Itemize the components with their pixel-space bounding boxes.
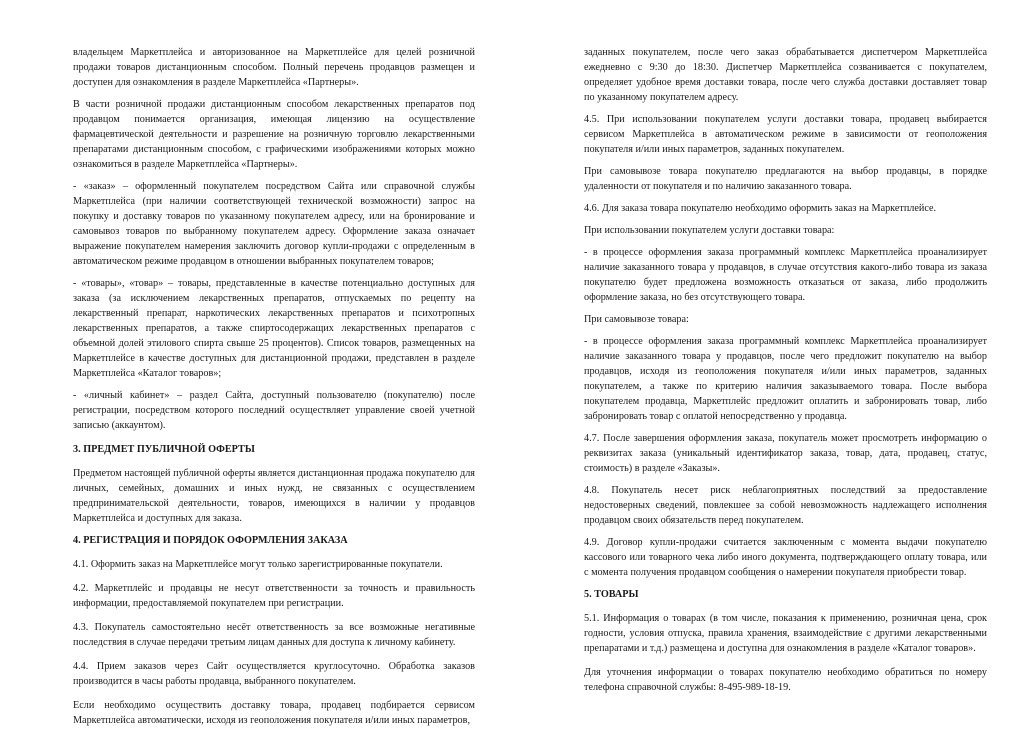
paragraph-delivery-process: - в процессе оформления заказа программный комплекс Маркетплейса проанализирует наличие заказанного товара у продавцов, в случае отсутствия какого-либо товара из заказа покупателю будет предложена возможность отказаться от заказа, либо продолжить оформление заказа, но без отсутствующего товара. xyxy=(584,247,987,303)
paragraph-pharmacy-seller-definition: В части розничной продажи дистанционным способом лекарственных препаратов под продавцом понимается организация, имеющая лицензию на осуществление фармацевтической деятельности и разрешение на розничную торговлю лекарственными препаратами дистанционным способом, с графическими изображениями которых можно ознакомиться в разделе Маркетплейса «Партнеры». xyxy=(73,99,475,170)
paragraph-4-2: 4.2. Маркетплейс и продавцы не несут ответственности за точность и правильность информации, предоставляемой покупателем при регистрации. xyxy=(73,583,475,609)
paragraph-goods-definition: - «товары», «товар» – товары, представленные в качестве потенциально доступных для заказа (за исключением лекарственных препаратов, отпускаемых по рецепту на лекарственный препарат, наркотических лекарственных препаратов и психотропных лекарственных препаратов, а также спиртосодержащих лекарственных препаратов с объемной долей этилового спирта свыше 25 процентов). Список товаров, размещенных на Маркетплейсе в качестве доступных для дистанционной продажи, представлен в разделе Маркетплейса «Каталог товаров»; xyxy=(73,278,475,379)
paragraph-5-1: 5.1. Информация о товарах (в том числе, показания к применению, розничная цена, срок годности, условия отпуска, правила хранения, взаимодействие с другими лекарственными препаратами и т.д.) размещена и доступна для ознакомления в разделе «Каталог товаров». xyxy=(584,613,987,654)
paragraph-subject-of-offer: Предметом настоящей публичной оферты является дистанционная продажа покупателю для личных, семейных, домашних и иных нужд, не связанных с осуществлением предпринимательской деятельности, товаров, имеющихся в наличии у продавцов Маркетплейса и доступных для заказа. xyxy=(73,468,475,524)
paragraph-pickup-sellers: При самовывозе товара покупателю предлагаются на выбор продавцы, в порядке удаленности от покупателя и по наличию заказанного товара. xyxy=(584,166,987,192)
paragraph-delivery-label: При использовании покупателем услуги доставки товара: xyxy=(584,225,835,236)
section-heading-subject: 3. ПРЕДМЕТ ПУБЛИЧНОЙ ОФЕРТЫ xyxy=(73,444,255,455)
paragraph-helpdesk-phone: Для уточнения информации о товарах покупателю необходимо обратиться по номеру телефона справочной службы: 8-495-989-18-19. xyxy=(584,667,987,693)
paragraph-pickup-label: При самовывозе товара: xyxy=(584,314,689,325)
paragraph-sellers-list: владельцем Маркетплейса и авторизованное на Маркетплейсе для целей розничной продажи товаров дистанционным способом. Полный перечень продавцов размещен и доступен для ознакомления в разделе Маркетплейса «Партнеры». xyxy=(73,47,475,88)
section-heading-registration: 4. РЕГИСТРАЦИЯ И ПОРЯДОК ОФОРМЛЕНИЯ ЗАКАЗА xyxy=(73,535,348,546)
paragraph-4-6: 4.6. Для заказа товара покупателю необходимо оформить заказ на Маркетплейсе. xyxy=(584,203,937,214)
paragraph-order-definition: - «заказ» – оформленный покупателем посредством Сайта или справочной службы Маркетплейса (при наличии соответствующей технической возможности) запрос на покупку и доставку товаров по указанному покупателем адресу, или на бронирование и самовывоз товаров по выбранному покупателем адресу. Оформление заказа означает выражение покупателем намерения заключить договор купли-продажи с определенным в автоматическом режиме продавцом в отношении выбранных покупателем товаров; xyxy=(73,181,475,267)
right-column xyxy=(584,45,987,702)
paragraph-personal-account-definition: - «личный кабинет» – раздел Сайта, доступный пользователю (покупателю) после регистрации, посредством которого последний осуществляет управление своей учетной записью (аккаунтом). xyxy=(73,390,475,431)
paragraph-4-3: 4.3. Покупатель самостоятельно несёт ответственность за все возможные негативные последствия в случае передачи третьим лицам данных для доступа к личному кабинету. xyxy=(73,622,475,648)
paragraph-4-5: 4.5. При использовании покупателем услуги доставки товара, продавец выбирается сервисом Маркетплейса в автоматическом режиме в зависимости от геоположения покупателя и/или иных параметров, заданных покупателем. xyxy=(584,114,987,155)
paragraph-4-1: 4.1. Оформить заказ на Маркетплейсе могут только зарегистрированные покупатели. xyxy=(73,559,443,570)
section-heading-goods: 5. ТОВАРЫ xyxy=(584,589,639,600)
left-column xyxy=(73,45,475,735)
paragraph-delivery-seller-selection: Если необходимо осуществить доставку товара, продавец подбирается сервисом Маркетплейса автоматически, исходя из геоположения покупателя и/или иных параметров, xyxy=(73,700,475,726)
paragraph-4-8: 4.8. Покупатель несет риск неблагоприятных последствий за предоставление недостоверных сведений, повлекшее за собой невозможность надлежащего исполнения продавцом своих обязательств перед покупателем. xyxy=(584,485,987,526)
paragraph-dispatcher-processing: заданных покупателем, после чего заказ обрабатывается диспетчером Маркетплейса ежедневно с 9:30 до 18:30. Диспетчер Маркетплейса созванивается с покупателем, определяет удобное время доставки товара, после чего служба доставки доставляет товар по указанному покупателем адресу. xyxy=(584,47,987,103)
paragraph-4-9: 4.9. Договор купли-продажи считается заключенным с момента выдачи покупателю кассового или товарного чека либо иного документа, подтверждающего оплату товара, или с момента получения продавцом сообщения о намерении покупателя приобрести товар. xyxy=(584,537,987,578)
paragraph-4-4: 4.4. Прием заказов через Сайт осуществляется круглосуточно. Обработка заказов производится в часы работы продавца, выбранного покупателем. xyxy=(73,661,475,687)
paragraph-pickup-process: - в процессе оформления заказа программный комплекс Маркетплейса проанализирует наличие заказанного товара у продавцов, после чего предложит покупателю на выбор продавцов, исходя из геоположения покупателя и/или иных параметров, заданных покупателем, а также по критерию наличия заказываемого товара. После выбора покупателем продавца, Маркетплейс предложит оплатить и забронировать товар, либо забронировать товар с оплатой непосредственно у продавца. xyxy=(584,336,987,422)
paragraph-4-7: 4.7. После завершения оформления заказа, покупатель может просмотреть информацию о реквизитах заказа (уникальный идентификатор заказа, товар, дата, продавец, статус, стоимость) в разделе «Заказы». xyxy=(584,433,987,474)
